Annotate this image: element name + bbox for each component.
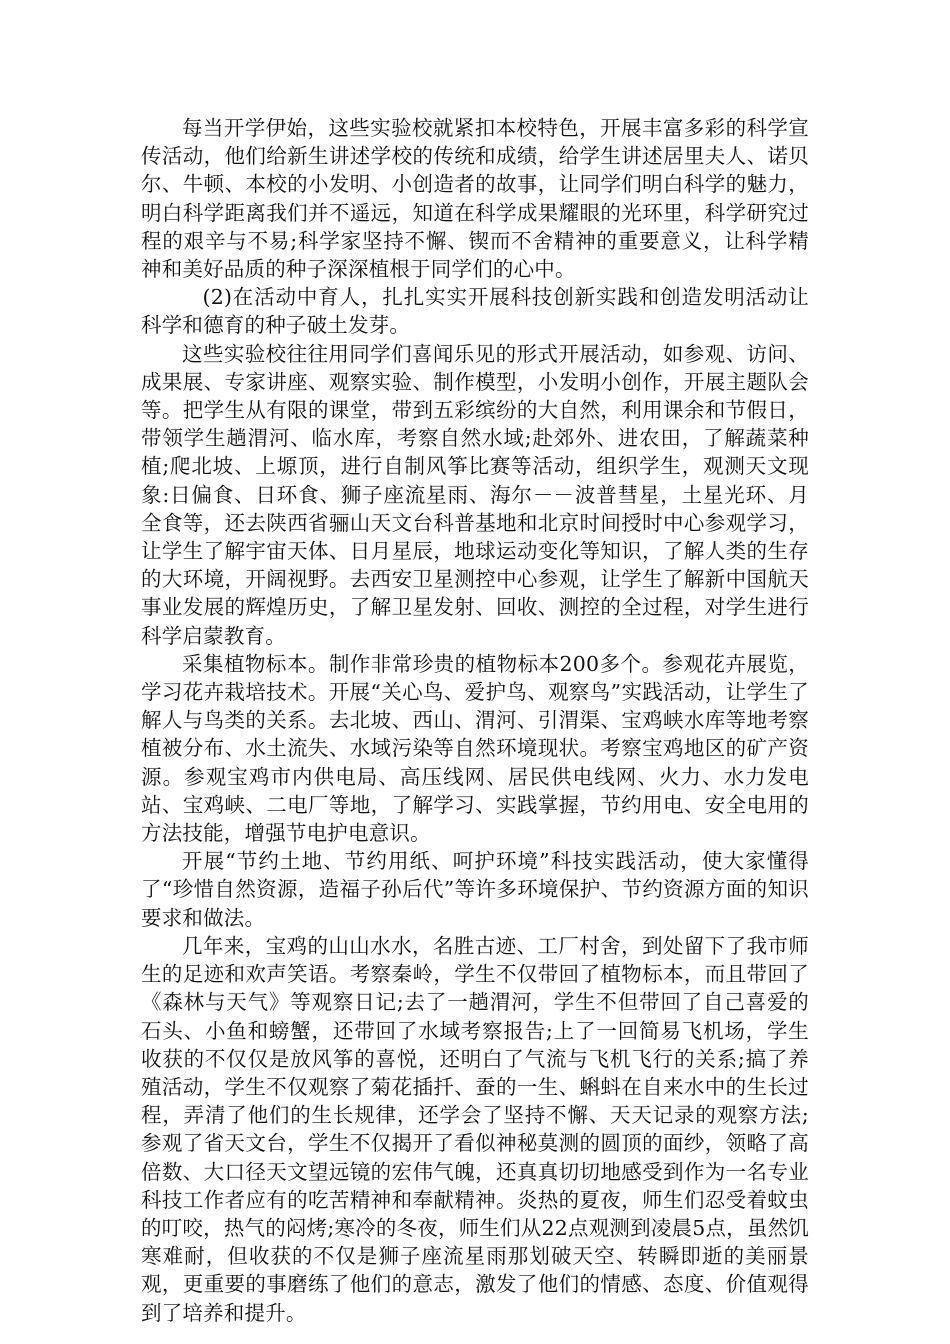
document-body	[141, 114, 809, 1327]
paragraph-environment-practice: 开展“节约土地、节约用纸、呵护环境”科技实践活动，使大家懂得了“珍惜自然资源，造福子孙后代”等许多环境保护、节约资源方面的知识要求和做法。	[141, 849, 809, 930]
paragraph-activity-forms: 这些实验校往往用同学们喜闻乐见的形式开展活动，如参观、访问、成果展、专家讲座、观察实验、制作模型，小发明小创作，开展主题队会等。把学生从有限的课堂，带到五彩缤纷的大自然，利用课余和节假日，带领学生趟渭河、临水库，考察自然水域;赴郊外、进农田，了解蔬菜种植;爬北坡、上塬顶，进行自制风筝比赛等活动，组织学生，观测天文现象:日偏食、日环食、狮子座流星雨、海尔－－波普彗星，土星光环、月全食等，还去陕西省骊山天文台科普基地和北京时间授时中心参观学习，让学生了解宇宙天体、日月星辰，地球运动变化等知识，了解人类的生存的大环境，开阔视野。去西安卫星测控中心参观，让学生了解新中国航天事业发展的辉煌历史，了解卫星发射、回收、测控的全过程，对学生进行科学启蒙教育。	[141, 341, 809, 648]
paragraph-achievements: 几年来，宝鸡的山山水水，名胜古迹、工厂村舍，到处留下了我市师生的足迹和欢声笑语。考察秦岭，学生不仅带回了植物标本，而且带回了《森林与天气》等观察日记;去了一趟渭河，学生不但带回了自己喜爱的石头、小鱼和螃蟹，还带回了水域考察报告;上了一回简易飞机场，学生收获的不仅仅是放风筝的喜悦，还明白了气流与飞机飞行的关系;搞了养殖活动，学生不仅观察了菊花插扦、蚕的一生、蝌蚪在自来水中的生长过程，弄清了他们的生长规律，还学会了坚持不懈、天天记录的观察方法;参观了省天文台，学生不仅揭开了看似神秘莫测的圆顶的面纱，领略了高倍数、大口径天文望远镜的宏伟气魄，还真真切切地感受到作为一名专业科技工作者应有的吃苦精神和奉献精神。炎热的夏夜，师生们忍受着蚊虫的叮咬，热气的闷烤;寒冷的冬夜，师生们从22点观测到凌晨5点，虽然饥寒难耐，但收获的不仅是狮子座流星雨那划破天空、转瞬即逝的美丽景观，更重要的事磨练了他们的意志，激发了他们的情感、态度、价值观得到了培养和提升。	[141, 933, 809, 1325]
paragraph-subheading-activity-education: (2)在活动中育人，扎扎实实开展科技创新实践和创造发明活动让科学和德育的种子破土发芽。	[141, 285, 809, 338]
paragraph-plant-specimens: 采集植物标本。制作非常珍贵的植物标本200多个。参观花卉展览，学习花卉栽培技术。开展“关心鸟、爱护鸟、观察鸟”实践活动，让学生了解人与鸟类的关系。去北坡、西山、渭河、引渭渠、宝鸡峡水库等地考察植被分布、水土流失、水域污染等自然环境现状。考察宝鸡地区的矿产资源。参观宝鸡市内供电局、高压线网、居民供电线网、火力、水力发电站、宝鸡峡、二电厂等地，了解学习、实践掌握，节约用电、安全电用的方法技能，增强节电护电意识。	[141, 651, 809, 846]
paragraph-opening-activities: 每当开学伊始，这些实验校就紧扣本校特色，开展丰富多彩的科学宣传活动，他们给新生讲述学校的传统和成绩，给学生讲述居里夫人、诺贝尔、牛顿、本校的小发明、小创造者的故事，让同学们明白科学的魅力，明白科学距离我们并不遥远，知道在科学成果耀眼的光环里，科学研究过程的艰辛与不易;科学家坚持不懈、锲而不舍精神的重要意义，让科学精神和美好品质的种子深深植根于同学们的心中。	[141, 116, 809, 282]
